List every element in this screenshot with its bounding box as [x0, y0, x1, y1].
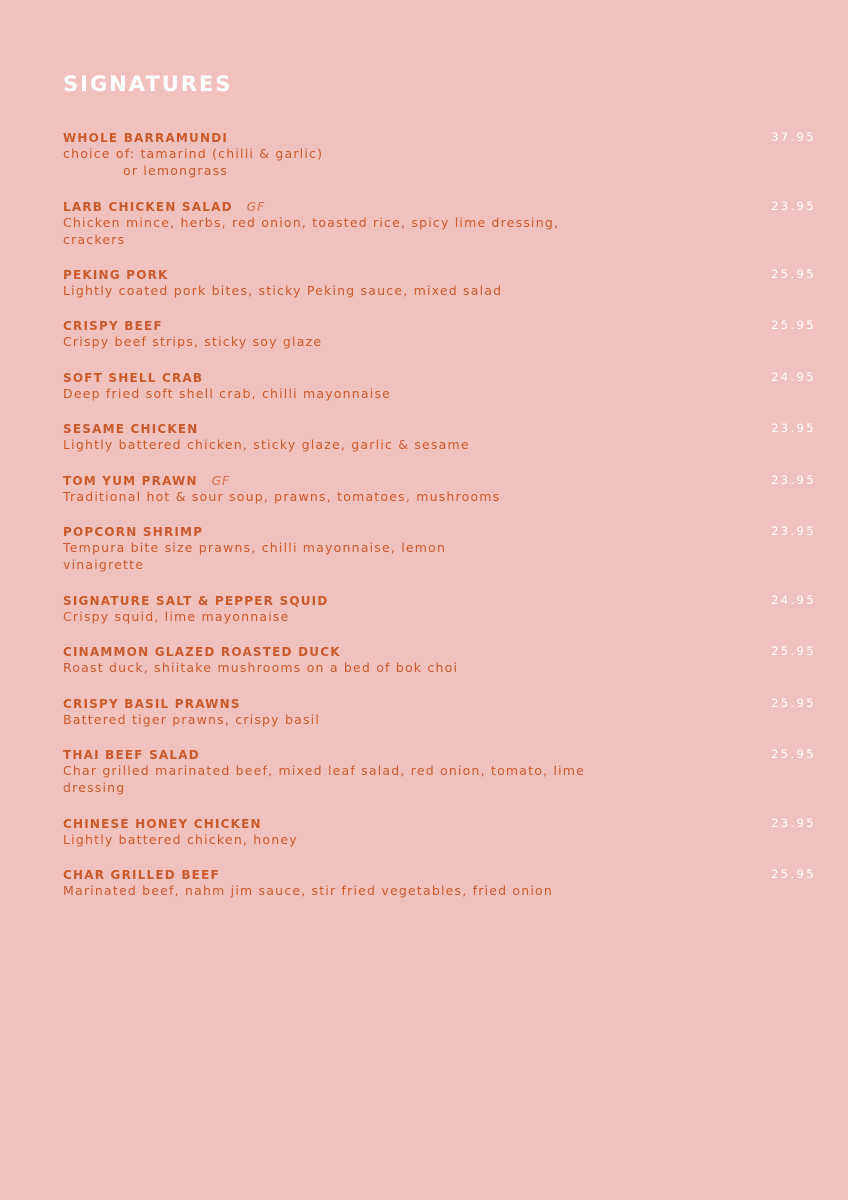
menu-item	[63, 369, 816, 420]
item-price: 23.95	[771, 816, 816, 830]
item-description: Roast duck, shiitake mushrooms on a bed of bok choi	[63, 660, 459, 675]
item-price: 25.95	[771, 867, 816, 881]
item-description: Tempura bite size prawns, chilli mayonnaise, lemon vinaigrette	[63, 540, 447, 572]
item-name: CRISPY BASIL PRAWNS	[63, 697, 241, 711]
item-name: CRISPY BEEF	[63, 319, 163, 333]
menu-list	[63, 129, 816, 906]
item-description: Traditional hot & sour soup, prawns, tomatoes, mushrooms	[63, 489, 501, 504]
menu-item	[63, 815, 816, 866]
menu-item	[63, 129, 816, 198]
item-description: Crispy squid, lime mayonnaise	[63, 609, 290, 624]
item-name: PEKING PORK	[63, 268, 169, 282]
item-description-continued: or lemongrass	[123, 163, 229, 178]
item-price: 25.95	[771, 318, 816, 332]
item-price: 23.95	[771, 524, 816, 538]
page-title: SIGNATURES	[63, 72, 233, 96]
menu-item	[63, 266, 816, 317]
item-price: 25.95	[771, 747, 816, 761]
item-price: 25.95	[771, 644, 816, 658]
menu-item	[63, 420, 816, 472]
item-price: 24.95	[771, 593, 816, 607]
item-name: POPCORN SHRIMP	[63, 525, 204, 539]
item-price: 25.95	[771, 696, 816, 710]
item-name: TOM YUM PRAWN	[63, 474, 198, 488]
item-name: WHOLE BARRAMUNDI	[63, 131, 229, 145]
item-description: Lightly battered chicken, sticky glaze, garlic & sesame	[63, 437, 470, 452]
item-description: Chicken mince, herbs, red onion, toasted rice, spicy lime dressing, crackers	[63, 215, 560, 247]
item-description: Lightly coated pork bites, sticky Peking sauce, mixed salad	[63, 283, 503, 298]
item-price: 23.95	[771, 199, 816, 213]
item-name: SESAME CHICKEN	[63, 422, 199, 436]
item-description: Deep fried soft shell crab, chilli mayonnaise	[63, 386, 392, 401]
item-name: CINAMMON GLAZED ROASTED DUCK	[63, 645, 341, 659]
item-price: 37.95	[771, 130, 816, 144]
menu-item	[63, 472, 816, 523]
item-name: CHAR GRILLED BEEF	[63, 868, 220, 882]
item-description: Crispy beef strips, sticky soy glaze	[63, 334, 323, 349]
item-description: Battered tiger prawns, crispy basil	[63, 712, 320, 727]
item-description: Marinated beef, nahm jim sauce, stir fried vegetables, fried onion	[63, 883, 554, 898]
item-description: Char grilled marinated beef, mixed leaf salad, red onion, tomato, lime dressing	[63, 763, 586, 795]
item-name: THAI BEEF SALAD	[63, 748, 200, 762]
item-name: LARB CHICKEN SALAD	[63, 200, 233, 214]
menu-item	[63, 746, 816, 815]
item-name: SIGNATURE SALT & PEPPER SQUID	[63, 594, 329, 608]
item-price: 25.95	[771, 267, 816, 281]
gluten-free-tag: GF	[211, 474, 230, 488]
menu-item	[63, 695, 816, 746]
menu-item	[63, 523, 816, 592]
item-name: SOFT SHELL CRAB	[63, 371, 204, 385]
item-price: 23.95	[771, 421, 816, 435]
gluten-free-tag: GF	[246, 200, 265, 214]
item-price: 23.95	[771, 473, 816, 487]
menu-item	[63, 643, 816, 695]
menu-item	[63, 317, 816, 369]
menu-item	[63, 592, 816, 643]
item-name: CHINESE HONEY CHICKEN	[63, 817, 262, 831]
item-price: 24.95	[771, 370, 816, 384]
menu-item	[63, 198, 816, 266]
menu-item	[63, 866, 816, 906]
item-description: Lightly battered chicken, honey	[63, 832, 298, 847]
item-description: choice of: tamarind (chilli & garlic) or lemongrass	[63, 145, 593, 179]
